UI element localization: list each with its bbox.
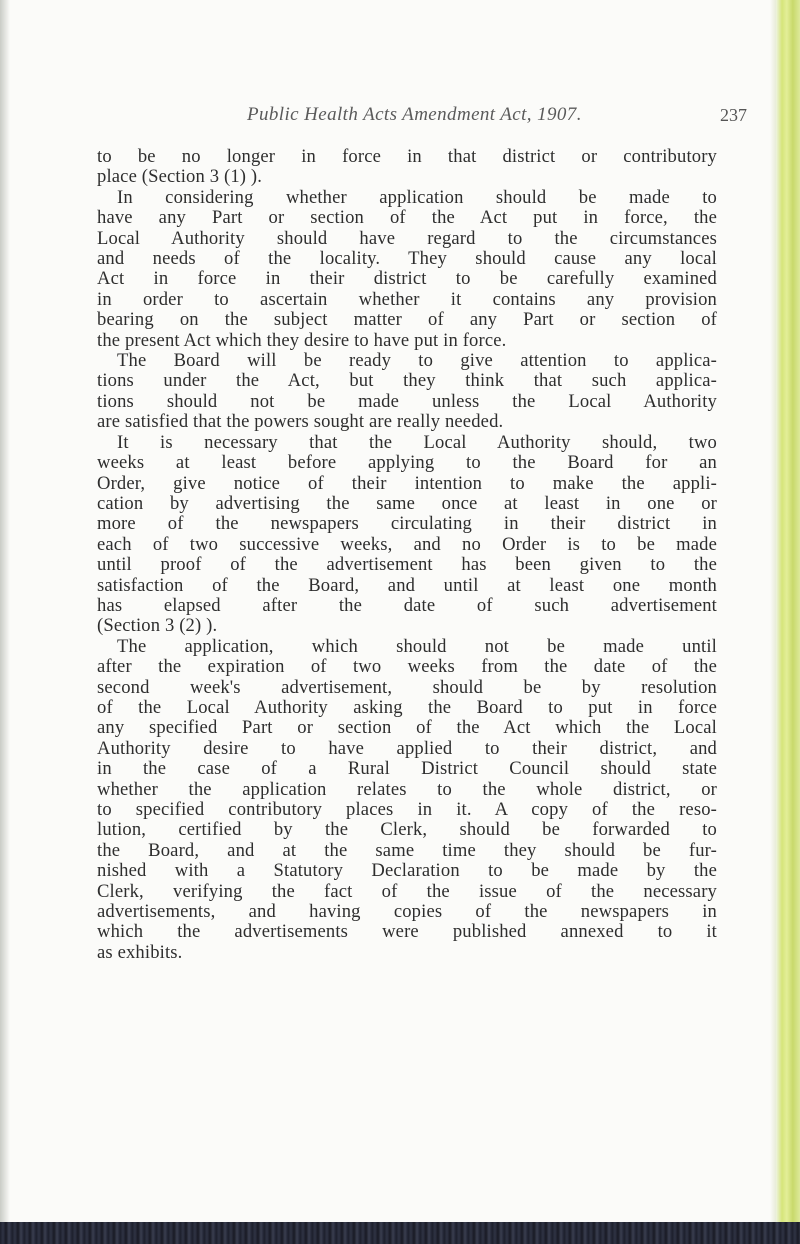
paragraph xyxy=(97,351,717,433)
text-line: of the Local Authority asking the Board to put in force xyxy=(97,696,717,718)
text-line: in the case of a Rural District Council should state xyxy=(97,758,717,780)
text-line: in order to ascertain whether it contains any provision xyxy=(97,288,717,310)
text-line: to be no longer in force in that district or contributory xyxy=(97,146,717,167)
text-line: lution, certified by the Clerk, should be forwarded to xyxy=(97,819,717,841)
text-line: nished with a Statutory Declaration to be made by the xyxy=(97,860,717,882)
text-line: more of the newspapers circulating in their district in xyxy=(97,513,717,535)
text-line: tions should not be made unless the Local Authority xyxy=(97,390,717,412)
text-line: whether the application relates to the whole district, or xyxy=(97,778,717,800)
text-line: weeks at least before applying to the Board for an xyxy=(97,452,717,474)
text-line: The application, which should not be made until xyxy=(117,635,717,657)
scan-bottom-edge xyxy=(0,1222,800,1244)
paragraph xyxy=(97,188,717,351)
running-head: Public Health Acts Amendment Act, 1907. xyxy=(247,104,582,125)
text-line: cation by advertising the same once at least in one or xyxy=(97,492,717,514)
text-line: each of two successive weeks, and no Order is to be made xyxy=(97,533,717,555)
book-spine xyxy=(776,0,800,1244)
paragraph xyxy=(97,433,717,637)
page-header xyxy=(0,104,758,134)
text-line: the Board, and at the same time they should be fur- xyxy=(97,839,717,861)
page-gutter-shadow xyxy=(0,0,10,1244)
text-line: second week's advertisement, should be by resolution xyxy=(97,676,717,698)
text-line: as exhibits. xyxy=(97,941,183,963)
paragraph xyxy=(97,147,717,188)
text-line: has elapsed after the date of such advertisement xyxy=(97,594,717,616)
text-line: until proof of the advertisement has been given to the xyxy=(97,554,717,576)
text-line: bearing on the subject matter of any Part or section of xyxy=(97,309,717,331)
text-line: which the advertisements were published annexed to it xyxy=(97,921,717,943)
text-line: any specified Part or section of the Act which the Local xyxy=(97,717,717,739)
text-line: are satisfied that the powers sought are really needed. xyxy=(97,411,504,433)
text-line: Authority desire to have applied to their district, and xyxy=(97,737,717,759)
text-line: Clerk, verifying the fact of the issue of the necessary xyxy=(97,880,717,902)
page-number: 237 xyxy=(720,105,747,125)
text-line: Local Authority should have regard to the circumstances xyxy=(97,227,717,249)
text-line: to specified contributory places in it. A copy of the reso- xyxy=(97,799,717,820)
body-text xyxy=(97,147,717,963)
text-line: The Board will be ready to give attention to applica- xyxy=(117,350,717,372)
text-line: have any Part or section of the Act put in force, the xyxy=(97,207,717,229)
text-line: It is necessary that the Local Authority should, two xyxy=(117,431,717,453)
text-line: and needs of the locality. They should cause any local xyxy=(97,248,717,270)
text-line: Order, give notice of their intention to make the appli- xyxy=(97,472,717,494)
text-line: advertisements, and having copies of the newspapers in xyxy=(97,901,717,923)
text-line: after the expiration of two weeks from the date of the xyxy=(97,656,717,678)
text-line: (Section 3 (2) ). xyxy=(97,615,218,637)
text-line: In considering whether application should be made to xyxy=(117,186,717,208)
text-line: tions under the Act, but they think that such applica- xyxy=(97,370,717,392)
text-line: place (Section 3 (1) ). xyxy=(97,166,263,188)
paragraph xyxy=(97,637,717,964)
text-line: satisfaction of the Board, and until at least one month xyxy=(97,574,717,596)
text-line: the present Act which they desire to have put in force. xyxy=(97,329,507,351)
text-line: Act in force in their district to be carefully examined xyxy=(97,268,717,290)
